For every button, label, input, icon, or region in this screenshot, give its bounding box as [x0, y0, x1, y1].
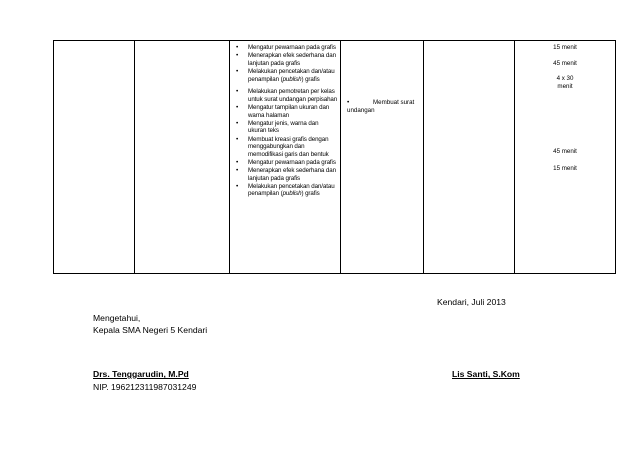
- principal-name: Drs. Tenggarudin, M.Pd: [93, 369, 189, 379]
- tugas-cell: [341, 41, 424, 274]
- waktu-5: 15 menit: [553, 164, 577, 172]
- waktu-block: [515, 41, 615, 173]
- bullet-icon: •: [236, 135, 239, 143]
- bullet-icon: •: [236, 67, 239, 75]
- bullet-icon: •: [236, 158, 239, 166]
- list-item: • Mengatur jenis, warna dan ukuran teks: [236, 119, 319, 135]
- list-item: • Mengatur pewarnaan pada grafis: [236, 44, 336, 51]
- table-cell-empty-2: [135, 41, 230, 274]
- teacher-name: Lis Santi, S.Kom: [452, 369, 520, 379]
- bullet-icon: •: [236, 103, 239, 111]
- materi-list: [230, 41, 340, 198]
- list-item: • Membuat kreasi grafis dengan menggabungkan dan memodifikasi garis dan bentuk: [236, 135, 329, 158]
- bullet-icon: •: [236, 88, 239, 96]
- bullet-icon: •: [236, 119, 239, 127]
- list-item: • Melakukan pencetakan dan/atau penampilan (publish) grafis: [236, 67, 335, 83]
- list-item: • Menerapkan efek sederhana dan lanjutan pada grafis: [236, 52, 336, 67]
- waktu-1: 15 menit: [553, 44, 577, 51]
- list-item: • Mengatur pewarnaan pada grafis: [236, 158, 336, 166]
- lesson-plan-table: [53, 40, 616, 274]
- bullet-icon: •: [236, 52, 239, 60]
- bullet-icon: •: [236, 167, 239, 175]
- list-item: • Menerapkan efek sederhana dan lanjutan pada grafis: [236, 167, 336, 182]
- waktu-3: 4 x 30 menit: [556, 75, 574, 90]
- bullet-icon: •: [236, 44, 239, 51]
- principal-title: Kepala SMA Negeri 5 Kendari: [93, 325, 208, 335]
- waktu-4: 45 menit: [553, 148, 577, 156]
- table-row: [54, 41, 616, 274]
- acknowledged-label: Mengetahui,: [93, 313, 141, 323]
- tugas-line-2: undangan: [347, 107, 375, 114]
- bullet-icon: •: [236, 182, 239, 190]
- materi-cell: [230, 41, 341, 274]
- table-cell-empty-5: [424, 41, 515, 274]
- list-item: • Melakukan pemotretan per kelas untuk surat undangan perpisahan: [236, 88, 338, 103]
- list-item: • Melakukan pencetakan dan/atau penampilan (publish) grafis: [236, 182, 335, 198]
- tugas-block: [341, 41, 423, 115]
- bullet-icon: •: [347, 99, 350, 106]
- tugas-line-1: Membuat surat: [373, 99, 415, 106]
- principal-nip: NIP. 196212311987031249: [93, 382, 197, 392]
- waktu-cell: [515, 41, 616, 274]
- waktu-2: 45 menit: [553, 59, 577, 67]
- list-item: • Mengatur tampilan ukuran dan warna halaman: [236, 103, 330, 119]
- place-date: Kendari, Juli 2013: [437, 297, 506, 307]
- table-cell-empty-1: [54, 41, 135, 274]
